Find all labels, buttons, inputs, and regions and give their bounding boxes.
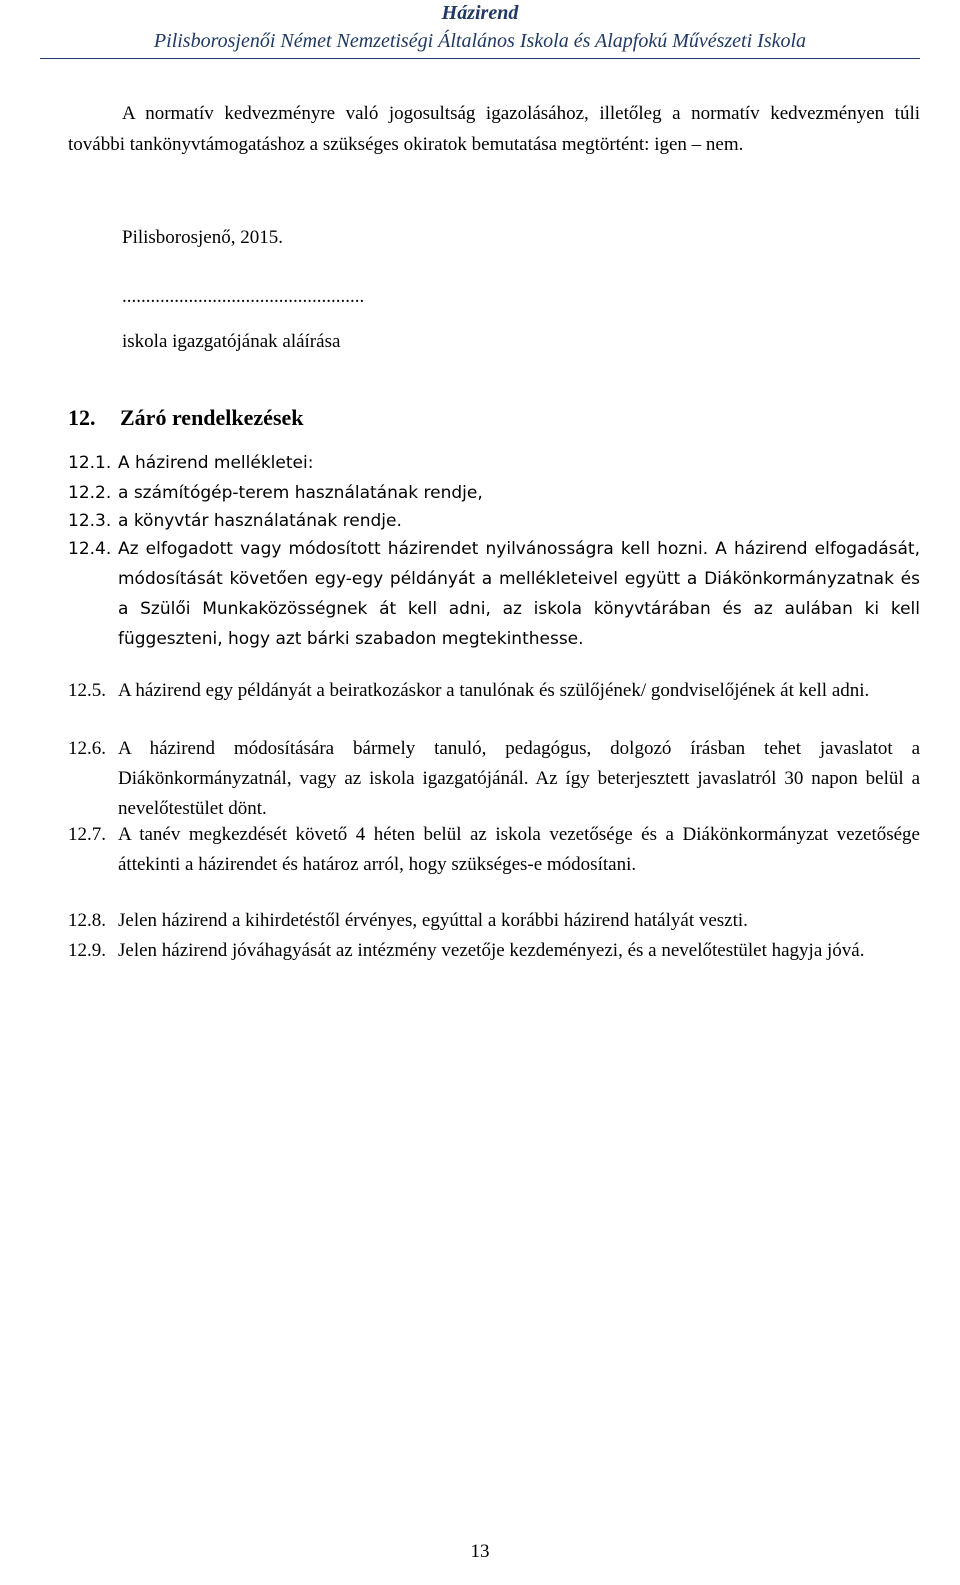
item-number: 12.4. [68,539,112,559]
section-title: Záró rendelkezések [120,405,304,430]
place-date: Pilisborosjenő, 2015. [122,227,283,248]
intro-paragraph [68,98,920,160]
item-number: 12.9. [68,940,106,961]
list-item [68,534,920,654]
item-text: Jelen házirend a kihirdetéstől érvényes, egyúttal a korábbi házirend hatályát veszti. [118,910,748,931]
item-number: 12.5. [68,680,106,701]
list-item [68,676,920,706]
item-number: 12.3. [68,511,112,531]
item-text: A tanév megkezdését követő 4 héten belül az iskola vezetősége és a Diákönkormányzat vezetősége áttekinti a házirendet és határoz arról, hogy szükséges-e módosítani. [118,824,920,875]
item-number: 12.6. [68,738,106,759]
section-number: 12. [68,405,96,430]
school-name: Pilisborosjenői Német Nemzetiségi Általános Iskola és Alapfokú Művészeti Iskola [153,30,807,52]
item-number: 12.2. [68,483,112,503]
section-heading [68,405,304,431]
page-number: 13 [470,1541,490,1562]
item-text: a számítógép-terem használatának rendje, [118,483,483,503]
item-text: A házirend egy példányát a beiratkozáskor a tanulónak és szülőjének/ gondviselőjének át kell adni. [118,680,870,701]
item-text: a könyvtár használatának rendje. [118,511,402,531]
item-number: 12.7. [68,824,106,845]
list-item [68,820,920,880]
item-number: 12.1. [68,453,112,473]
item-text: A házirend mellékletei: [118,453,314,473]
item-number: 12.8. [68,910,106,931]
item-text: Jelen házirend jóváhagyását az intézmény vezetője kezdeményezi, és a nevelőtestület hagyja jóvá. [118,940,865,961]
intro-text: A normatív kedvezményre való jogosultság igazolásához, illetőleg a normatív kedvezményen túli további tankönyvtámogatáshoz a szükséges okiratok bemutatása megtörtént: igen – nem. [68,103,920,155]
header-divider [40,58,920,59]
signature-label: iskola igazgatójának aláírása [122,331,341,352]
list-item [68,478,920,508]
list-item [68,448,920,478]
list-item [68,936,920,966]
item-text: Az elfogadott vagy módosított házirendet nyilvánosságra kell hozni. A házirend elfogadását, módosítását követően egy-egy példányát a mellékleteivel együtt a Diákönkormányzatnak és a Szülői Munkaközösségnek át kell adni, az iskola könyvtárában és az aulában ki kell függeszteni, hogy azt bárki szabadon megtekinthesse. [118,539,920,649]
signature-line: ................................................... [122,286,365,307]
document-title: Házirend [441,2,519,24]
item-text: A házirend módosítására bármely tanuló, pedagógus, dolgozó írásban tehet javaslatot a Diákönkormányzatnál, vagy az iskola igazgatójánál. Az így beterjesztett javaslatról 30 napon belül a nevelőtestület dönt. [118,738,920,819]
list-item [68,506,920,536]
list-item [68,906,920,936]
list-item [68,734,920,824]
